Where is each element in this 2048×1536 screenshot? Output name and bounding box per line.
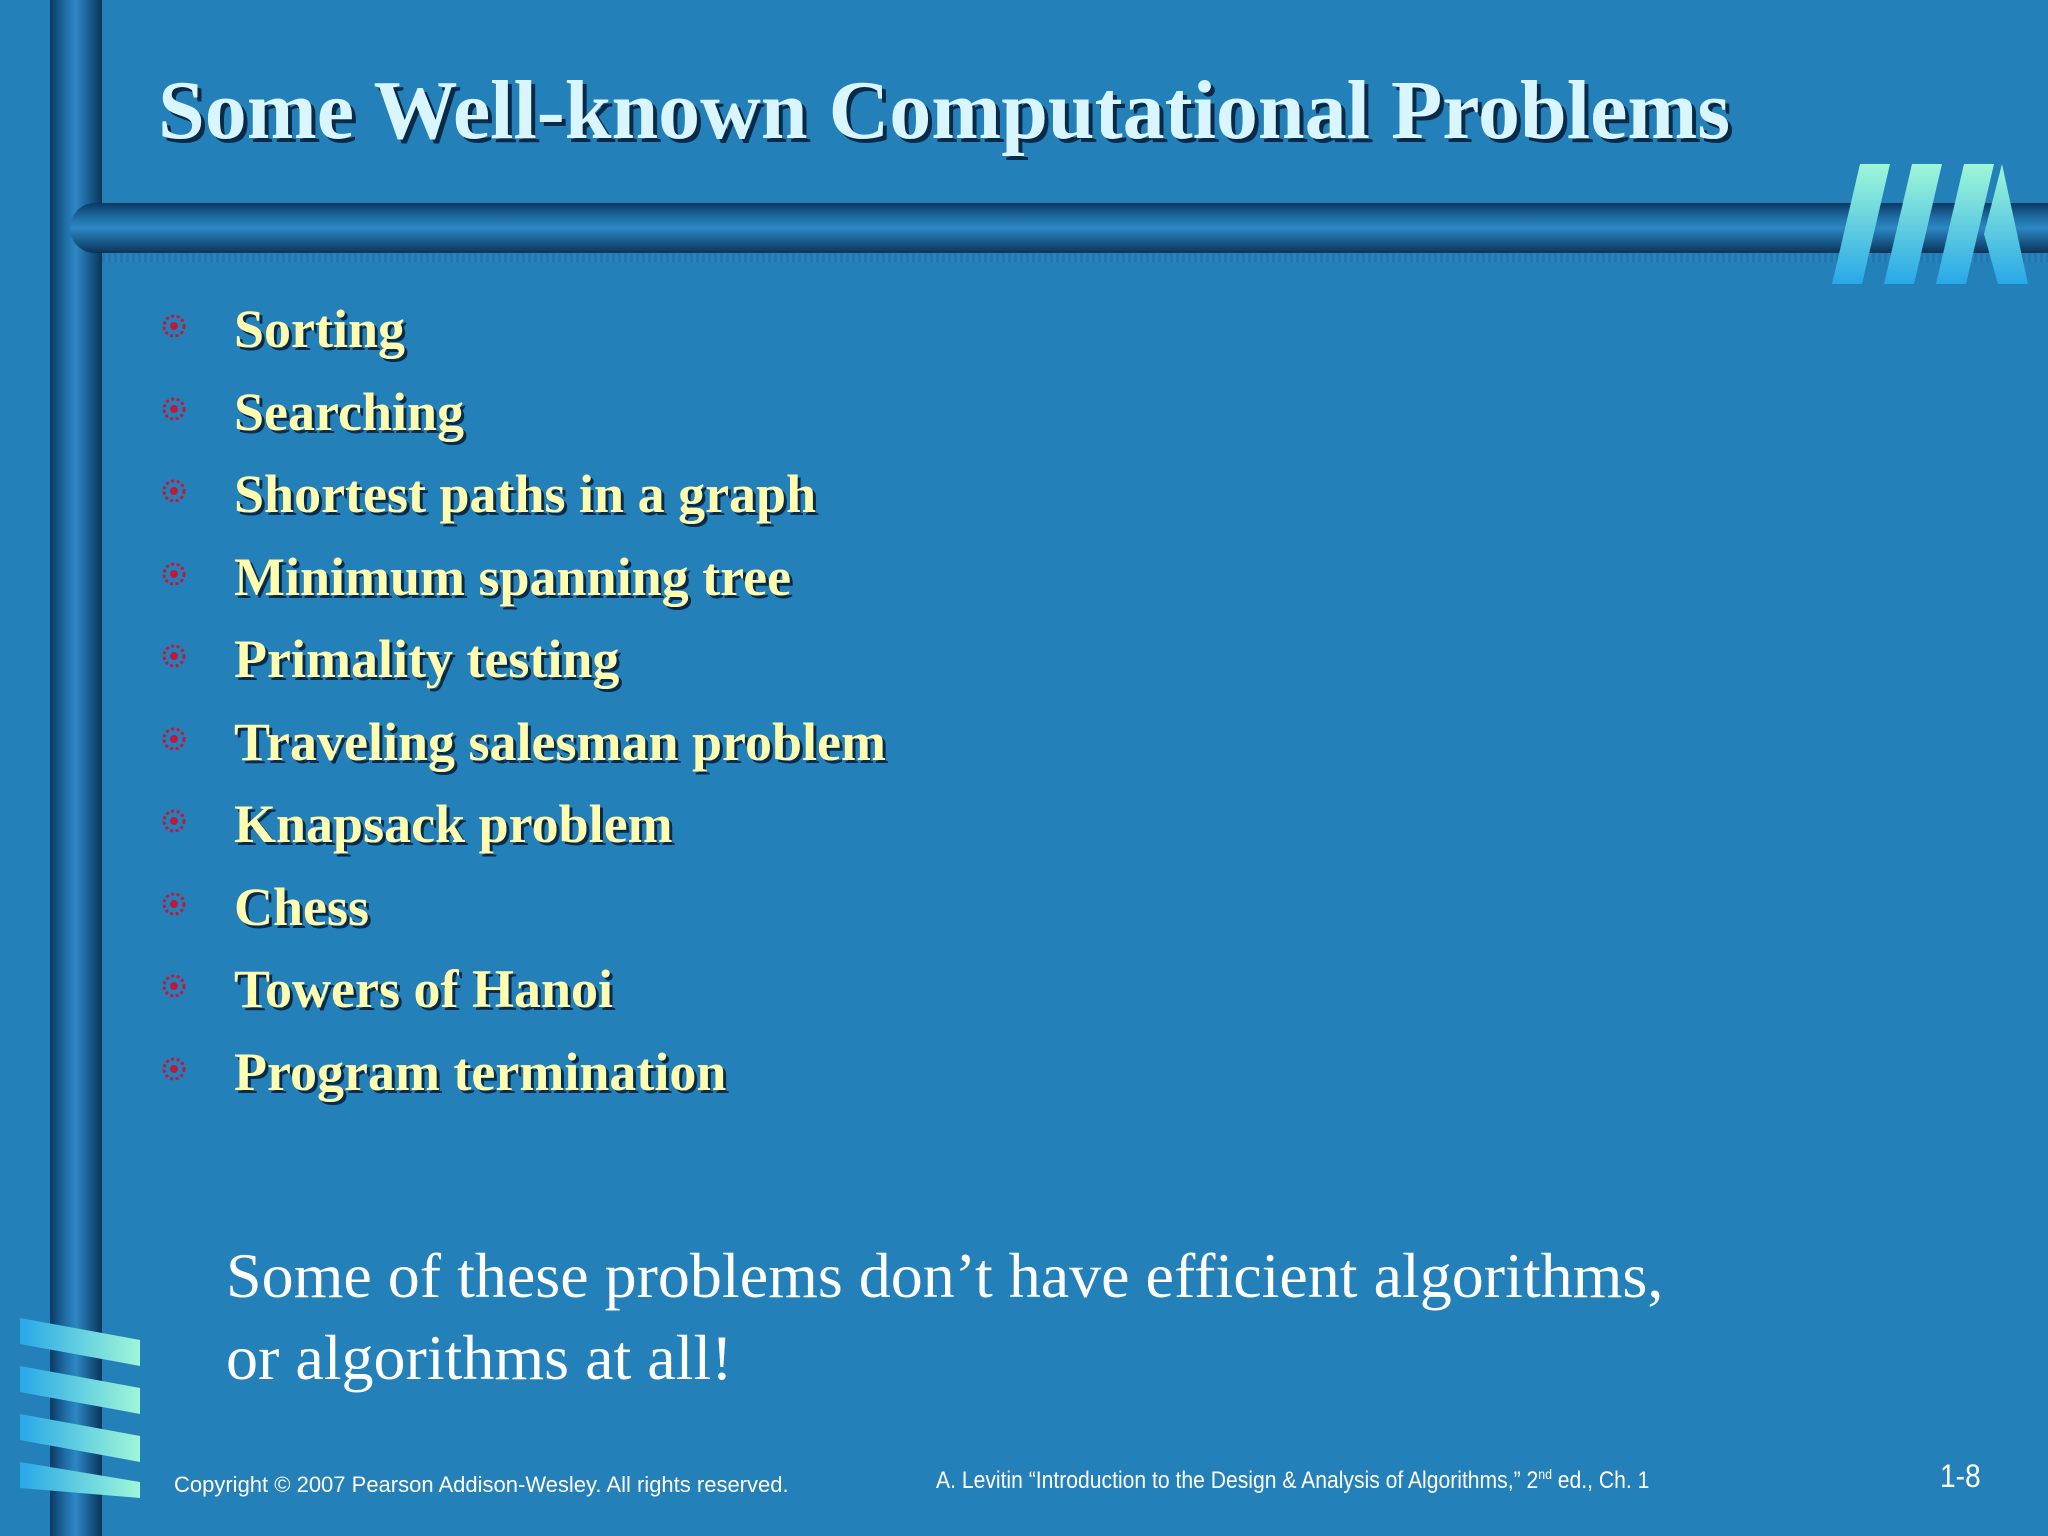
list-item-label: Traveling salesman problem bbox=[234, 711, 887, 772]
dotted-circle-bullet-icon bbox=[160, 972, 188, 1000]
list-item-label: Searching bbox=[234, 381, 465, 442]
dotted-circle-bullet-icon bbox=[160, 477, 188, 505]
closing-note-line-1: Some of these problems don’t have efficient algorithms, bbox=[226, 1240, 1664, 1311]
copyright-notice: Copyright © 2007 Pearson Addison-Wesley. All rights reserved. bbox=[174, 1472, 789, 1497]
dotted-circle-bullet-icon bbox=[160, 642, 188, 670]
closing-note-line-2: or algorithms at all! bbox=[226, 1322, 733, 1393]
publisher-logo-top-right bbox=[1832, 164, 2028, 284]
list-item-label: Sorting bbox=[234, 299, 406, 359]
list-item-label: Knapsack problem bbox=[234, 794, 673, 854]
title-divider-bar bbox=[70, 203, 2048, 253]
dotted-circle-bullet-icon bbox=[160, 890, 188, 918]
dotted-circle-bullet-icon bbox=[160, 725, 188, 753]
dotted-circle-bullet-icon bbox=[160, 312, 188, 340]
divider-texture bbox=[102, 253, 2048, 263]
closing-note bbox=[226, 1235, 1663, 1399]
dotted-circle-bullet-icon bbox=[160, 395, 188, 423]
dotted-circle-bullet-icon bbox=[160, 807, 188, 835]
citation-text: A. Levitin “Introduction to the Design & Analysis of Algorithms,” 2 bbox=[936, 1467, 1539, 1494]
citation-text-end: ed., Ch. 1 bbox=[1551, 1467, 1650, 1494]
publisher-logo-bottom-left bbox=[12, 1318, 140, 1498]
dotted-circle-bullet-icon bbox=[160, 560, 188, 588]
list-item-label: Chess bbox=[234, 876, 370, 937]
citation-superscript: nd bbox=[1538, 1466, 1552, 1482]
list-item-label: Program termination bbox=[234, 1041, 727, 1102]
list-item-label: Primality testing bbox=[234, 629, 620, 689]
page-number: 1-8 bbox=[1940, 1458, 1981, 1494]
slide-title: Some Well-known Computational Problems bbox=[158, 64, 1731, 157]
list-item-label: Minimum spanning tree bbox=[234, 546, 792, 607]
list-item-label: Towers of Hanoi bbox=[234, 959, 614, 1019]
list-item-label: Shortest paths in a graph bbox=[234, 464, 817, 524]
dotted-circle-bullet-icon bbox=[160, 1055, 188, 1083]
book-citation bbox=[936, 1466, 1649, 1495]
